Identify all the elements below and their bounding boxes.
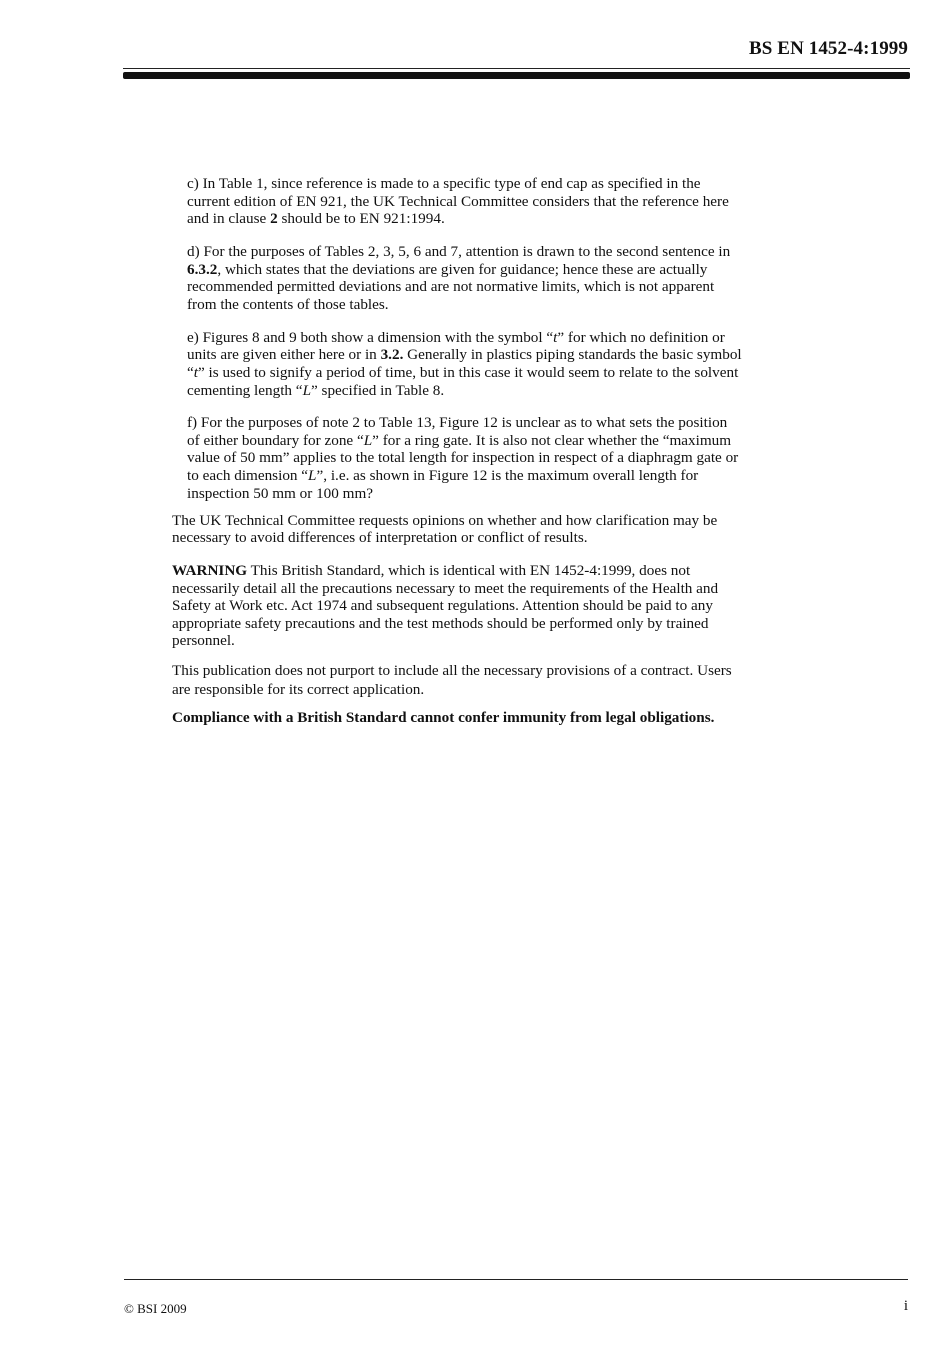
symbol-t: t [553,328,558,346]
clause-ref-2: 2 [270,210,278,228]
warning-label: WARNING [172,561,248,579]
warning-text: This British Standard, which is identical with EN 1452-4:1999, does not necessarily detail all the precautions necessary to meet the requirements of the Health and Safety at Work etc. Act 1974 and subsequent regulations. Attention should be paid to any appropriate safety precautions and the test methods should be performed only by trained personnel. [172,561,719,650]
header-rule-thin [123,68,910,69]
compliance-paragraph: Compliance with a British Standard cannot confer immunity from legal obligations. [172,708,715,726]
item-f-text-1: f) For the purposes of note 2 to Table 13, Figure 12 is unclear as to what sets the position of either boundary for zone “ [187,414,728,449]
document-number: BS EN 1452-4:1999 [749,38,908,59]
copyright: © BSI 2009 [124,1301,187,1316]
item-e-text-2: ” for which no definition or units are given either here or in [187,328,725,364]
item-f-text-2: ” for a ring gate. It is also not clear whether the “maximum value of 50 mm” applies to the total length for inspection in respect of a diaphragm gate or to each dimension “ [187,431,739,485]
list-item-f [187,414,742,502]
list-item-e [187,329,742,399]
list-item-d [187,243,742,313]
item-e-text-1: e) Figures 8 and 9 both show a dimension with the symbol “ [187,328,554,346]
item-c-text-2: should be to EN 921:1994. [277,210,445,228]
warning-paragraph [172,562,742,650]
publication-paragraph: This publication does not purport to include all the necessary provisions of a contract. Users are responsible for its correct application. [172,661,732,698]
symbol-l: L [302,381,312,399]
header-rule-thick [123,72,910,79]
national-foreword-body [172,160,742,742]
item-f-text-3: ”, i.e. as shown in Figure 12 is the maximum overall length for inspection 50 mm or 100 mm? [187,467,699,502]
symbol-l: L [308,467,317,485]
page-number: i [903,1298,908,1314]
list-item-c [187,175,742,228]
item-e-text-4: ” is used to signify a period of time, but in this case it would seem to relate to the solvent cementing length “ [187,363,739,399]
item-e-text-3: Generally in plastics piping standards the basic symbol “ [187,346,742,381]
committee-paragraph: The UK Technical Committee requests opinions on whether and how clarification may be necessary to avoid differences of interpretation or conflict of results. [172,511,718,547]
symbol-t: t [193,363,198,381]
clause-ref-3-2: 3.2. [380,346,404,364]
footer-rule [124,1279,908,1280]
item-c-text-1: c) In Table 1, since reference is made to a specific type of end cap as specified in the current edition of EN 921, the UK Technical Committee considers that the reference here and in clause [187,175,729,228]
clause-ref-6-3-2: 6.3.2 [187,260,218,278]
symbol-l: L [363,431,373,449]
item-e-text-5: ” specified in Table 8. [311,381,445,399]
item-d-text-1: d) For the purposes of Tables 2, 3, 5, 6 and 7, attention is drawn to the second sentence in [187,243,731,261]
item-d-text-2: , which states that the deviations are given for guidance; hence these are actually recommended permitted deviations and are not normative limits, which is not apparent from the contents of those tables. [187,260,715,313]
